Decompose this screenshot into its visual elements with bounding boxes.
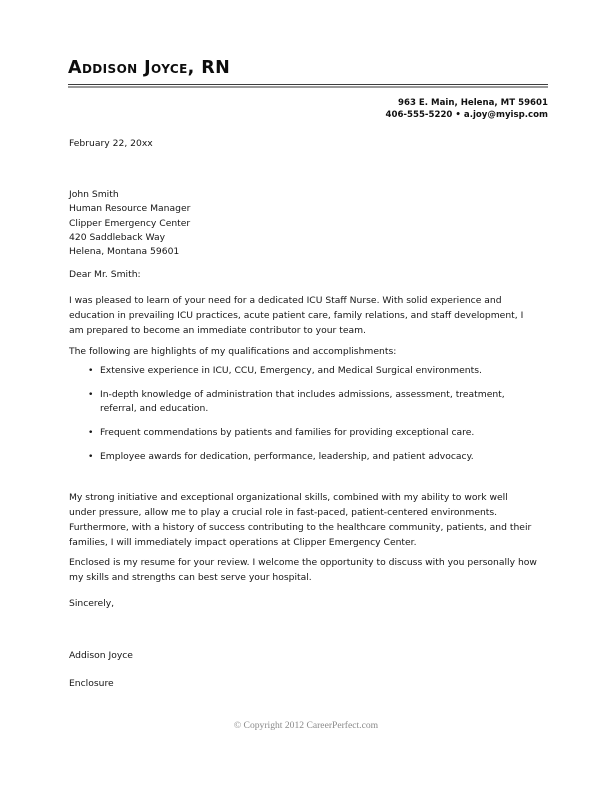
bullet-icon: •	[88, 365, 94, 376]
closing-salutation: Sincerely,	[69, 598, 115, 609]
header-divider-thick-line	[68, 86, 548, 88]
recipient-title: Human Resource Manager	[69, 203, 191, 215]
paragraph-introduction: I was pleased to learn of your need for a dedicated ICU Staff Nurse. With solid experience and education in prevailing ICU practices, acute patient care, family relations, and staff development, I am prepared to become an immediate contributor to your team.	[69, 295, 524, 336]
bullet-icon: •	[88, 427, 94, 439]
contact-phone-email: 406-555-5220 • a.joy@myisp.com	[385, 110, 548, 121]
paragraph-lead-in: The following are highlights of my qualifications and accomplishments:	[69, 346, 397, 357]
header-divider-thin-line	[68, 84, 548, 85]
list-item	[69, 426, 537, 441]
header-divider	[68, 84, 548, 88]
recipient-street: 420 Saddleback Way	[69, 231, 166, 243]
paragraph-skills: My strong initiative and exceptional organizational skills, combined with my ability to work well under pressure, allow me to play a crucial role in fast-paced, patient-centered environments. Furthermore, with a history of success contributing to the healthcare community, patients, and their families, I will immediately impact operations at Clipper Emergency Center.	[69, 492, 532, 548]
contact-address: 963 E. Main, Helena, MT 59601	[397, 98, 548, 108]
paragraph-closing: Enclosed is my resume for your review. I welcome the opportunity to discuss with you personally how my skills and strengths can best serve your hospital.	[69, 557, 537, 583]
list-item-text: Frequent commendations by patients and families for providing exceptional care.	[100, 427, 475, 439]
letterhead	[68, 58, 548, 88]
signature-name: Addison Joyce	[69, 650, 133, 661]
letter-date: February 22, 20xx	[69, 138, 153, 149]
list-item	[69, 450, 537, 465]
bullet-icon: •	[88, 388, 94, 400]
recipient-name: John Smith	[69, 189, 119, 200]
recipient-city-state-zip: Helena, Montana 59601	[69, 246, 180, 257]
list-item-text: In-depth knowledge of administration that includes admissions, assessment, treatment, referral, and education.	[100, 388, 505, 415]
list-item	[69, 364, 537, 379]
list-item-text: Employee awards for dedication, performance, leadership, and patient advocacy.	[100, 450, 474, 462]
list-item-text: Extensive experience in ICU, CCU, Emergency, and Medical Surgical environments.	[100, 365, 482, 376]
bullet-icon: •	[88, 450, 94, 462]
salutation: Dear Mr. Smith:	[69, 269, 141, 280]
page-title: Addison Joyce, RN	[68, 58, 231, 78]
contact-info	[385, 97, 548, 122]
enclosure-note: Enclosure	[69, 678, 114, 689]
qualifications-list	[69, 364, 537, 474]
recipient-company: Clipper Emergency Center	[69, 217, 191, 229]
copyright-footer: © Copyright 2012 CareerPerfect.com	[233, 720, 379, 731]
list-item	[69, 388, 537, 417]
recipient-address-block	[69, 188, 190, 259]
